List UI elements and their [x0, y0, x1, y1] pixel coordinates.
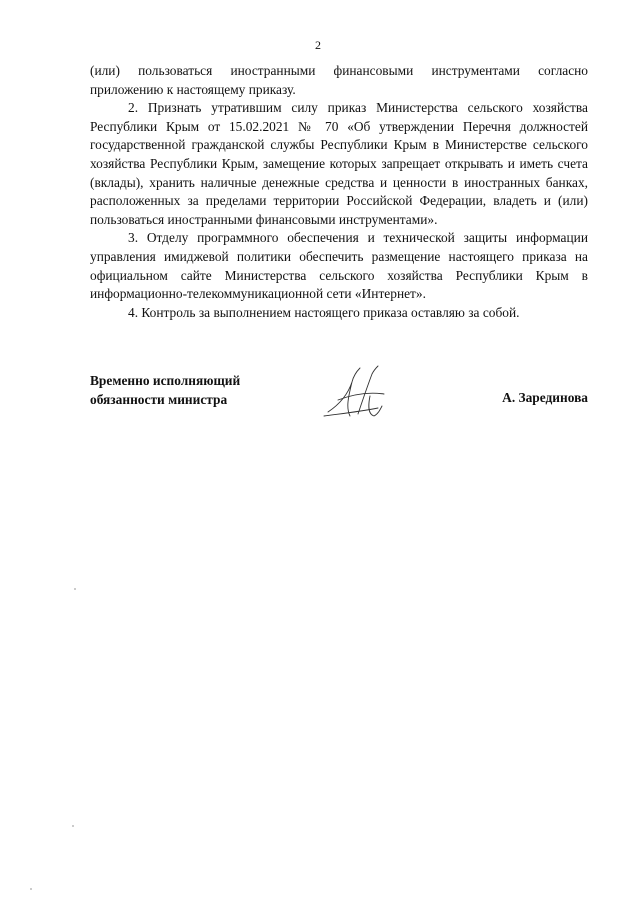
- handwritten-signature: [318, 364, 398, 424]
- paragraph-2: 2. Признать утратившим силу приказ Министерства сельского хозяйства Республики Крым от 15.02.2021 № 70 «Об утверждении Перечня должностей государственной гражданской службы Республики Крым в Министерстве сельского хозяйства Республики Крым, замещение которых запрещает открывать и иметь счета (вклады), хранить наличные денежные средства и ценности в иностранных банках, расположенных за пределами территории Российской Федерации, владеть и (или) пользоваться иностранными финансовыми инструментами».: [90, 100, 588, 227]
- paragraph-3: 3. Отделу программного обеспечения и технической защиты информации управления имиджевой политики обеспечить размещение настоящего приказа на официальном сайте Министерства сельского хозяйства Республики Крым в информационно-телекоммуникационной сети «Интернет».: [90, 230, 588, 302]
- signatory-name: А. Зарединова: [502, 390, 588, 405]
- signatory-title-line-2: обязанности министра: [90, 391, 228, 407]
- paragraph-continuation: (или) пользоваться иностранными финансовыми инструментами согласно приложению к настоящему приказу.: [90, 63, 588, 97]
- signatory-title: [90, 372, 240, 409]
- signature-block: [90, 372, 588, 432]
- scan-speck: [74, 588, 76, 590]
- scan-speck: [30, 888, 32, 890]
- signatory-title-line-1: Временно исполняющий: [90, 373, 241, 388]
- page-number: 2: [315, 38, 321, 52]
- document-body: [90, 62, 588, 322]
- scan-speck: [72, 825, 74, 827]
- paragraph-4: 4. Контроль за выполнением настоящего приказа оставляю за собой.: [128, 304, 520, 320]
